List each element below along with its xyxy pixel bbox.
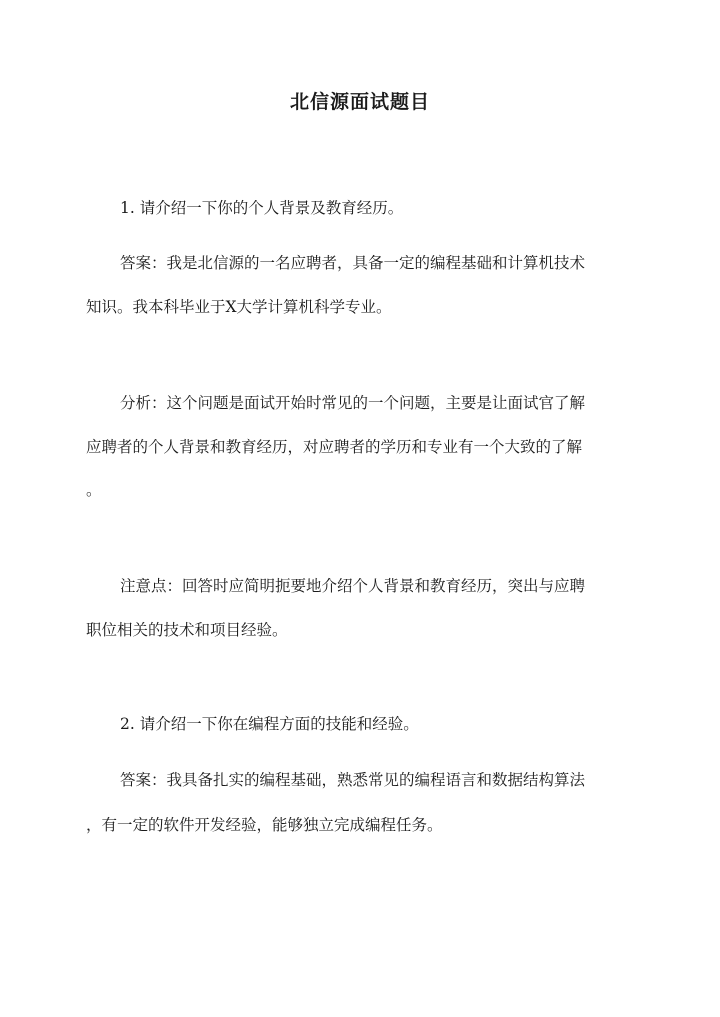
analysis-1-line-1: 分析：这个问题是面试开始时常见的一个问题，主要是让面试官了解 [120,394,586,412]
answer-2-line-1: 答案：我具备扎实的编程基础，熟悉常见的编程语言和数据结构算法 [120,771,586,789]
answer-2-line-2: ，有一定的软件开发经验，能够独立完成编程任务。 [86,816,443,834]
note-1-line-2: 职位相关的技术和项目经验。 [86,621,288,639]
answer-1-line-2: 知识。我本科毕业于X大学计算机科学专业。 [86,298,392,316]
answer-1-line-1: 答案：我是北信源的一名应聘者，具备一定的编程基础和计算机技术 [120,254,586,272]
analysis-1-line-3: 。 [86,481,102,499]
question-2: 2. 请介绍一下你在编程方面的技能和经验。 [120,715,419,733]
note-1-line-1: 注意点：回答时应简明扼要地介绍个人背景和教育经历，突出与应聘 [120,577,586,595]
question-1: 1. 请介绍一下你的个人背景及教育经历。 [120,199,404,217]
document-title: 北信源面试题目 [289,91,430,113]
analysis-1-line-2: 应聘者的个人背景和教育经历，对应聘者的学历和专业有一个大致的了解 [86,438,583,456]
